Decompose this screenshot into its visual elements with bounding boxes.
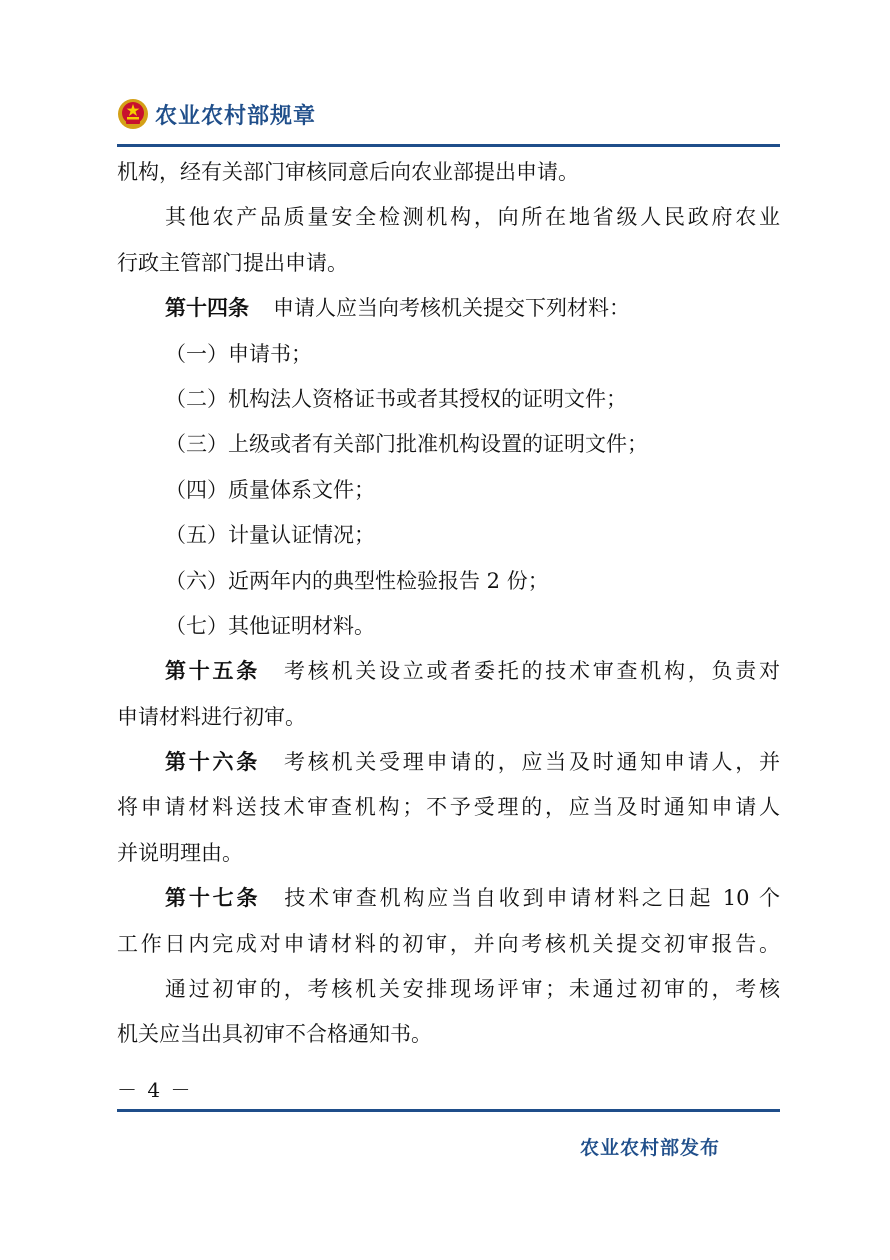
line-text: （四）质量体系文件； [165, 477, 375, 502]
text-line [117, 377, 780, 422]
article-number: 第十五条 [165, 659, 260, 684]
line-text: （三）上级或者有关部门批准机构设置的证明文件； [165, 432, 648, 457]
line-text: 行政主管部门提出申请。 [117, 250, 348, 275]
line-text: 考核机关设立或者委托的技术审查机构，负责对 [284, 659, 780, 684]
header-divider [117, 144, 780, 147]
article-number: 第十七条 [165, 886, 261, 911]
text-line [117, 195, 780, 240]
line-text: 工作日内完成对申请材料的初审，并向考核机关提交初审报告。 [117, 931, 780, 956]
line-text: 将申请材料送技术审查机构；不予受理的，应当及时通知申请人 [117, 795, 780, 820]
line-text: 通过初审的，考核机关安排现场评审；未通过初审的，考核 [165, 977, 780, 1002]
article-number: 第十六条 [165, 750, 260, 775]
text-line [117, 876, 780, 921]
line-text: （一）申请书； [165, 341, 312, 366]
line-text: 申请材料进行初审。 [117, 704, 306, 729]
text-line [117, 831, 780, 876]
page-number: － 4 － [117, 1078, 193, 1102]
line-text: 技术审查机构应当自收到申请材料之日起 10 个 [284, 886, 780, 911]
text-line [117, 422, 780, 467]
line-text: 机关应当出具初审不合格通知书。 [117, 1022, 432, 1047]
text-line [117, 649, 780, 694]
text-line [117, 604, 780, 649]
footer-publisher: 农业农村部发布 [580, 1137, 721, 1159]
line-text: （六）近两年内的典型性检验报告 2 份； [165, 568, 549, 593]
line-text: （二）机构法人资格证书或者其授权的证明文件； [165, 386, 627, 411]
line-text: 机构，经有关部门审核同意后向农业部提出申请。 [117, 160, 579, 184]
text-line [117, 1012, 780, 1057]
line-text: 考核机关受理申请的，应当及时通知申请人，并 [284, 750, 780, 775]
text-line [117, 922, 780, 967]
text-line [117, 332, 780, 377]
page-header [117, 94, 316, 134]
text-line [117, 513, 780, 558]
header-title: 农业农村部规章 [155, 103, 317, 129]
national-emblem-icon [117, 98, 149, 130]
text-line [117, 150, 780, 195]
text-line [117, 967, 780, 1012]
text-line [117, 785, 780, 830]
text-line [117, 241, 780, 286]
text-line [117, 695, 780, 740]
text-line [117, 740, 780, 785]
line-text: （五）计量认证情况； [165, 523, 375, 548]
line-text: （七）其他证明材料。 [165, 613, 375, 638]
line-text: 其他农产品质量安全检测机构，向所在地省级人民政府农业 [165, 205, 780, 230]
text-line [117, 559, 780, 604]
line-text: 并说明理由。 [117, 840, 243, 865]
article-number: 第十四条 [165, 296, 249, 321]
document-body [117, 150, 780, 1058]
footer-divider [117, 1109, 780, 1112]
text-line [117, 468, 780, 513]
text-line [117, 286, 780, 331]
line-text: 申请人应当向考核机关提交下列材料： [273, 296, 630, 321]
